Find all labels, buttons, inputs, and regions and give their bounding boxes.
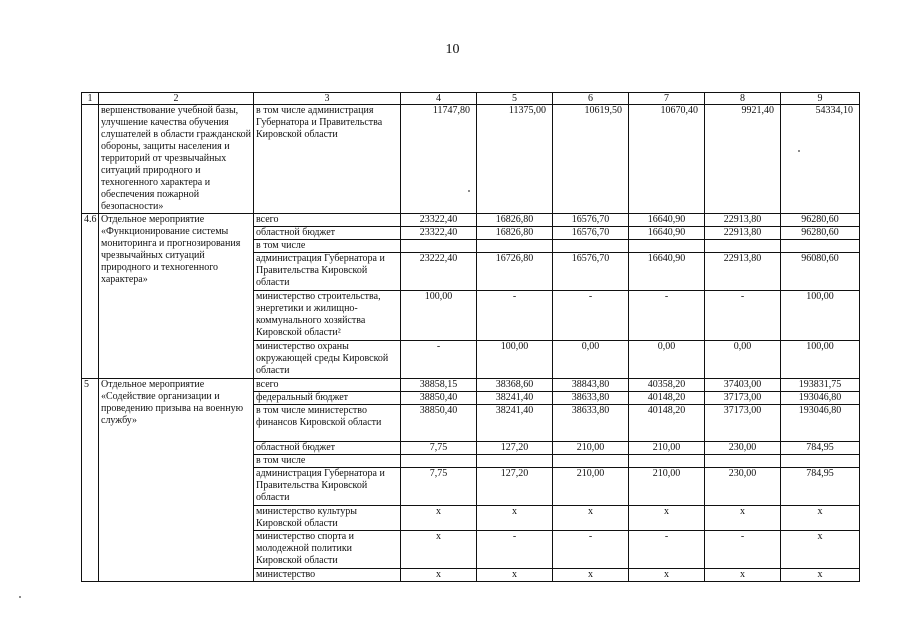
value-cell: - [477, 291, 553, 341]
scan-speck [468, 190, 470, 192]
value-cell: 96280,60 [781, 214, 860, 227]
value-cell: 210,00 [629, 442, 705, 455]
value-cell: x [401, 531, 477, 569]
value-cell: 9921,40 [705, 105, 781, 214]
value-cell: 37173,00 [705, 405, 781, 442]
value-cell: 11375,00 [477, 105, 553, 214]
measure-name-cell: Отдельное мероприятие «Содействие организации и проведению призыва на военную службу» [99, 379, 254, 582]
value-cell: 38858,15 [401, 379, 477, 392]
value-cell: x [477, 506, 553, 531]
value-cell: 127,20 [477, 468, 553, 506]
value-cell [629, 240, 705, 253]
scan-speck [798, 150, 800, 152]
value-cell: 40358,20 [629, 379, 705, 392]
value-cell: 16726,80 [477, 253, 553, 291]
value-cell: 210,00 [553, 468, 629, 506]
funding-source-cell: администрация Губернатора и Правительства Кировской области [254, 468, 401, 506]
header-cell: 9 [781, 93, 860, 105]
funding-source-cell: в том числе [254, 240, 401, 253]
value-cell: 7,75 [401, 468, 477, 506]
value-cell: 23322,40 [401, 227, 477, 240]
value-cell: 193046,80 [781, 405, 860, 442]
value-cell: - [629, 531, 705, 569]
value-cell [705, 240, 781, 253]
value-cell: - [477, 531, 553, 569]
value-cell: 16576,70 [553, 214, 629, 227]
value-cell: 10670,40 [629, 105, 705, 214]
value-cell [781, 455, 860, 468]
header-cell: 7 [629, 93, 705, 105]
value-cell: x [401, 506, 477, 531]
measure-name-cell: Отдельное мероприятие «Функционирование системы мониторинга и прогнозирования чрезвычайных ситуаций природного и техногенного характера» [99, 214, 254, 379]
value-cell: 127,20 [477, 442, 553, 455]
value-cell: - [401, 341, 477, 379]
value-cell: 38850,40 [401, 405, 477, 442]
value-cell: 10619,50 [553, 105, 629, 214]
value-cell: 40148,20 [629, 392, 705, 405]
funding-source-cell: министерство спорта и молодежной политики Кировской области [254, 531, 401, 569]
value-cell [477, 240, 553, 253]
funding-source-cell: всего [254, 379, 401, 392]
page-number: 10 [445, 42, 460, 57]
value-cell: 16640,90 [629, 214, 705, 227]
value-cell: 100,00 [781, 341, 860, 379]
value-cell: x [781, 506, 860, 531]
funding-source-cell: в том числе министерство финансов Кировской области [254, 405, 401, 442]
value-cell: 96280,60 [781, 227, 860, 240]
value-cell: x [401, 569, 477, 582]
funding-source-cell: министерство охраны окружающей среды Кировской области [254, 341, 401, 379]
value-cell: 37403,00 [705, 379, 781, 392]
value-cell: 0,00 [629, 341, 705, 379]
funding-source-cell: министерство строительства, энергетики и жилищно-коммунального хозяйства Кировской области² [254, 291, 401, 341]
value-cell: 38368,60 [477, 379, 553, 392]
value-cell: 22913,80 [705, 253, 781, 291]
value-cell: - [629, 291, 705, 341]
value-cell: 0,00 [553, 341, 629, 379]
value-cell: 38850,40 [401, 392, 477, 405]
value-cell: 193046,80 [781, 392, 860, 405]
value-cell [401, 240, 477, 253]
funding-source-cell: федеральный бюджет [254, 392, 401, 405]
value-cell [401, 455, 477, 468]
value-cell: 193831,75 [781, 379, 860, 392]
value-cell: 54334,10 [781, 105, 860, 214]
measure-name-cell: вершенствование учебной базы, улучшение качества обучения слушателей в области гражданской обороны, защиты населения и территорий от чрезвычайных ситуаций природного и техногенного характера и обеспечения пожарной безопасности» [99, 105, 254, 214]
header-cell: 4 [401, 93, 477, 105]
value-cell: - [705, 291, 781, 341]
funding-source-cell: министерство [254, 569, 401, 582]
value-cell: 0,00 [705, 341, 781, 379]
row-number-cell: 4.6 [82, 214, 99, 379]
value-cell: 22913,80 [705, 227, 781, 240]
funding-source-cell: областной бюджет [254, 227, 401, 240]
value-cell: 16826,80 [477, 227, 553, 240]
value-cell: 16640,90 [629, 227, 705, 240]
value-cell: 16826,80 [477, 214, 553, 227]
header-cell: 6 [553, 93, 629, 105]
value-cell: 37173,00 [705, 392, 781, 405]
value-cell: - [553, 291, 629, 341]
value-cell: 100,00 [477, 341, 553, 379]
value-cell: 38241,40 [477, 405, 553, 442]
value-cell: x [705, 569, 781, 582]
value-cell: 38843,80 [553, 379, 629, 392]
value-cell: 100,00 [401, 291, 477, 341]
value-cell: 230,00 [705, 442, 781, 455]
value-cell: 96080,60 [781, 253, 860, 291]
value-cell [553, 240, 629, 253]
header-row [82, 93, 860, 105]
header-cell: 2 [99, 93, 254, 105]
funding-source-cell: в том числе администрация Губернатора и Правительства Кировской области [254, 105, 401, 214]
value-cell: 210,00 [553, 442, 629, 455]
funding-source-cell: администрация Губернатора и Правительства Кировской области [254, 253, 401, 291]
value-cell: x [553, 569, 629, 582]
value-cell [705, 455, 781, 468]
value-cell: 784,95 [781, 442, 860, 455]
value-cell: 16576,70 [553, 227, 629, 240]
header-cell: 3 [254, 93, 401, 105]
funding-source-cell: всего [254, 214, 401, 227]
funding-source-cell: министерство культуры Кировской области [254, 506, 401, 531]
value-cell: 7,75 [401, 442, 477, 455]
funding-source-cell: областной бюджет [254, 442, 401, 455]
value-cell: x [781, 569, 860, 582]
value-cell [477, 455, 553, 468]
value-cell: 784,95 [781, 468, 860, 506]
value-cell: x [629, 506, 705, 531]
value-cell [781, 240, 860, 253]
funding-source-cell: в том числе [254, 455, 401, 468]
value-cell: 22913,80 [705, 214, 781, 227]
value-cell: x [781, 531, 860, 569]
header-cell: 8 [705, 93, 781, 105]
value-cell [629, 455, 705, 468]
value-cell: - [705, 531, 781, 569]
header-cell: 5 [477, 93, 553, 105]
value-cell: 100,00 [781, 291, 860, 341]
budget-table [81, 92, 860, 582]
row-number-cell [82, 105, 99, 214]
value-cell [553, 455, 629, 468]
header-cell: 1 [82, 93, 99, 105]
value-cell: 16640,90 [629, 253, 705, 291]
table-row [82, 214, 860, 227]
value-cell: 16576,70 [553, 253, 629, 291]
row-number-cell: 5 [82, 379, 99, 582]
value-cell: x [477, 569, 553, 582]
value-cell: 23222,40 [401, 253, 477, 291]
table-row [82, 105, 860, 214]
value-cell: x [553, 506, 629, 531]
value-cell: 40148,20 [629, 405, 705, 442]
value-cell: 38633,80 [553, 405, 629, 442]
scan-speck [19, 596, 21, 598]
value-cell: 210,00 [629, 468, 705, 506]
value-cell: 38241,40 [477, 392, 553, 405]
value-cell: - [553, 531, 629, 569]
value-cell: 11747,80 [401, 105, 477, 214]
table-row [82, 379, 860, 392]
value-cell: 230,00 [705, 468, 781, 506]
value-cell: 23322,40 [401, 214, 477, 227]
value-cell: x [705, 506, 781, 531]
value-cell: x [629, 569, 705, 582]
value-cell: 38633,80 [553, 392, 629, 405]
